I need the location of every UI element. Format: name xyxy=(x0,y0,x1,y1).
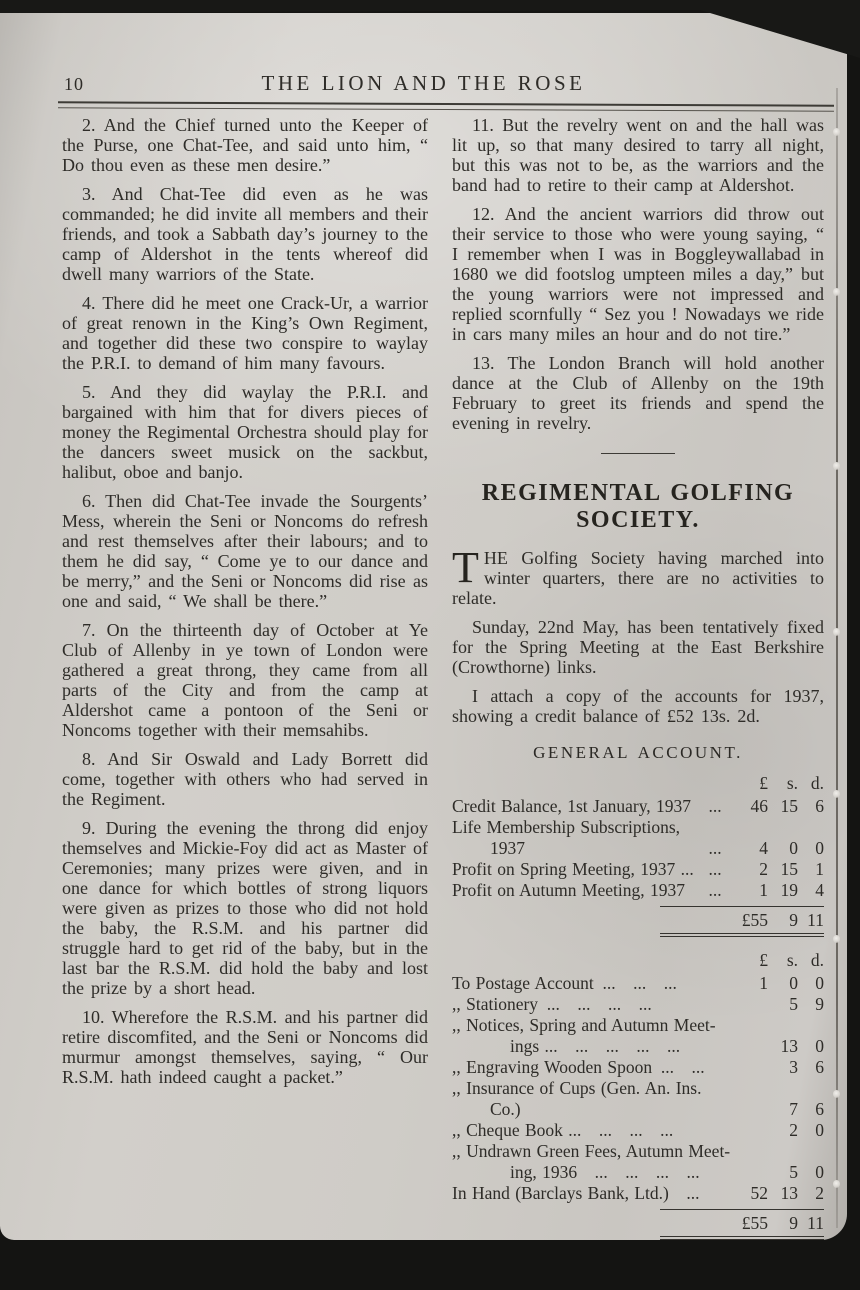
row-label-line2: ing, 1936 ... ... ... ... xyxy=(510,1162,700,1182)
receipts-column-headers xyxy=(452,773,824,794)
table-row xyxy=(452,1183,824,1204)
pence-value: 6 xyxy=(815,796,824,816)
receipts-total-row xyxy=(452,906,824,937)
paragraph-7: 7. On the thirteenth day of October at Ye Club of Allenby in ye town of London were gathered a great throng, they came from all parts of the City and from the camp at Aldershot came a pontoon of the Seni or Noncoms together with their memsahibs. xyxy=(62,620,428,740)
paragraph-4: 4. There did he meet one Crack-Ur, a warrior of great renown in the King’s Own Regiment, and together did these two conspire to waylay the P.R.I. to demand of him many favours. xyxy=(62,293,428,373)
paragraph-11: 11. But the revelry went on and the hall was lit up, so that many desired to tarry all night, but this was not to be, as the warriors and the band had to retire to their camp at Aldershot. xyxy=(452,115,824,195)
pence-value: 0 xyxy=(815,1036,824,1056)
payments-total-row xyxy=(452,1209,824,1240)
account-heading: GENERAL ACCOUNT. xyxy=(533,743,743,762)
payments-column-headers xyxy=(452,950,824,971)
binding-stitch xyxy=(833,462,840,470)
pounds-value: 1 xyxy=(759,880,768,900)
row-label: Profit on Spring Meeting, 1937 ... xyxy=(452,859,694,879)
row-label-line1: ,, Stationery ... ... ... ... xyxy=(452,994,652,1014)
row-label-line1: ,, Cheque Book ... ... ... ... xyxy=(452,1120,674,1140)
shillings-value: 0 xyxy=(789,838,798,858)
pence-column-header: d. xyxy=(810,773,824,793)
pence-value: 6 xyxy=(815,1099,824,1119)
binding-stitch xyxy=(833,1090,840,1098)
society-paragraph-3: I attach a copy of the accounts for 1937, showing a credit balance of £52 13s. 2d. xyxy=(452,686,824,726)
leader-dots: ... xyxy=(708,796,722,816)
row-label-line1: ,, Notices, Spring and Autumn Meet- xyxy=(452,1015,716,1035)
shillings-value: 2 xyxy=(789,1120,798,1140)
shillings-value: 15 xyxy=(780,796,798,816)
left-column xyxy=(62,115,428,1240)
shillings-column-header: s. xyxy=(786,950,798,970)
table-row xyxy=(452,1120,824,1141)
table-row xyxy=(452,1015,824,1057)
pence-value: 1 xyxy=(815,859,824,879)
section-divider xyxy=(601,453,675,454)
text-columns xyxy=(62,115,824,1240)
paragraph-3: 3. And Chat-Tee did even as he was commanded; he did invite all members and their friends, and took a Sabbath day’s journey to the camp of Aldershot in the tents whereof did dwell many warriors of the State. xyxy=(62,184,428,284)
row-label-line2: ings ... ... ... ... ... xyxy=(510,1036,681,1056)
row-label-line1: ,, Insurance of Cups (Gen. An. Ins. Co.) xyxy=(452,1078,702,1119)
pounds-value: 4 xyxy=(759,838,768,858)
table-row xyxy=(452,1057,824,1078)
pence-column-header: d. xyxy=(810,950,824,970)
shillings-column-header: s. xyxy=(786,773,798,793)
row-label xyxy=(452,1057,732,1078)
binding-stitch xyxy=(833,128,840,136)
receipts-table xyxy=(452,773,824,937)
pounds-value: 52 xyxy=(750,1183,768,1203)
shillings-value: 7 xyxy=(789,1099,798,1119)
table-row xyxy=(452,973,824,994)
paragraph-6: 6. Then did Chat-Tee invade the Sourgents’ Mess, wherein the Seni or Noncoms do refresh and rest themselves after their labours; and to them he did say, “ Come ye to our dance and be merry,” and the Seni or Noncoms did rise as one and said, “ We shall be there.” xyxy=(62,491,428,611)
pence-value: 4 xyxy=(815,880,824,900)
table-row xyxy=(452,994,824,1015)
pounds-value: 1 xyxy=(759,973,768,993)
page-title: THE LION AND THE ROSE xyxy=(261,71,586,95)
pence-value: 0 xyxy=(815,973,824,993)
shillings-value: 0 xyxy=(789,973,798,993)
row-label xyxy=(452,1183,732,1204)
row-label xyxy=(452,1141,732,1183)
shillings-value: 5 xyxy=(789,1162,798,1182)
paragraph-12: 12. And the ancient warriors did throw out their service to those who were young saying, “ I remember when I was in Boggleywallabad in 1680 we did footslog umpteen miles a day,” but the young warriors were not impressed and replied scornfully “ Sez you ! Nowadays we ride in cars many miles an hour and do not tire.” xyxy=(452,204,824,344)
table-row xyxy=(452,880,824,901)
total-shillings: 9 xyxy=(789,1213,798,1233)
magazine-page xyxy=(0,13,847,1240)
drop-cap: T xyxy=(452,543,479,592)
shillings-value: 5 xyxy=(789,994,798,1014)
right-column xyxy=(452,115,824,1240)
row-label xyxy=(452,1015,732,1057)
pound-column-header: £ xyxy=(759,950,768,970)
total-pence: 11 xyxy=(807,910,824,930)
pence-value: 9 xyxy=(815,994,824,1014)
leader-dots: ... xyxy=(708,838,722,858)
row-label xyxy=(452,1120,732,1141)
table-row xyxy=(452,859,824,880)
total-pence: 11 xyxy=(807,1213,824,1233)
row-label xyxy=(452,1078,732,1120)
paragraph-5: 5. And they did waylay the P.R.I. and bargained with him that for divers pieces of money the Regimental Orchestra should play for the dancers sweet musick on the sackbut, halibut, oboe and banjo. xyxy=(62,382,428,482)
row-label-line1: ,, Undrawn Green Fees, Autumn Meet- xyxy=(452,1141,731,1161)
paragraph-13: 13. The London Branch will hold another dance at the Club of Allenby on the 19th February to greet its friends and spend the evening in revelry. xyxy=(452,353,824,433)
pence-value: 6 xyxy=(815,1057,824,1077)
shillings-value: 15 xyxy=(780,859,798,879)
paragraph-10: 10. Wherefore the R.S.M. and his partner did retire discomfited, and the Seni or Noncoms did murmur amongst themselves, saying, “ Our R.S.M. hath indeed caught a packet.” xyxy=(62,1007,428,1087)
pence-value: 0 xyxy=(815,1162,824,1182)
shillings-value: 3 xyxy=(789,1057,798,1077)
row-label xyxy=(452,994,732,1015)
paragraph-2: 2. And the Chief turned unto the Keeper of the Purse, one Chat-Tee, and said unto him, “ Do thou even as these men desire.” xyxy=(62,115,428,175)
pence-value: 0 xyxy=(815,1120,824,1140)
total-pounds: £55 xyxy=(741,910,768,930)
page-fold-line xyxy=(836,88,838,1228)
binding-stitch xyxy=(833,288,840,296)
leader-dots: ... xyxy=(708,859,722,879)
pound-column-header: £ xyxy=(759,773,768,793)
pounds-value: 2 xyxy=(759,859,768,879)
table-row xyxy=(452,1078,824,1120)
row-label xyxy=(452,973,732,994)
row-label-line1: To Postage Account ... ... ... xyxy=(452,973,677,993)
pounds-value: 46 xyxy=(750,796,768,816)
row-label: Profit on Autumn Meeting, 1937 xyxy=(452,880,685,900)
payments-table xyxy=(452,950,824,1240)
pence-value: 0 xyxy=(815,838,824,858)
table-row xyxy=(452,796,824,817)
page-number: 10 xyxy=(64,74,84,94)
total-shillings: 9 xyxy=(789,910,798,930)
shillings-value: 19 xyxy=(780,880,798,900)
table-row xyxy=(452,1141,824,1183)
shillings-value: 13 xyxy=(780,1183,798,1203)
header-rule xyxy=(58,101,834,111)
binding-stitch xyxy=(833,1180,840,1188)
paragraph-8: 8. And Sir Oswald and Lady Borrett did come, together with others who had served in the Regiment. xyxy=(62,749,428,809)
row-label-line1: ,, Engraving Wooden Spoon ... ... xyxy=(452,1057,705,1077)
binding-stitch xyxy=(833,628,840,636)
section-heading: REGIMENTAL GOLFING SOCIETY. xyxy=(481,480,795,533)
table-row xyxy=(452,817,824,859)
total-pounds: £55 xyxy=(741,1213,768,1233)
shillings-value: 13 xyxy=(780,1036,798,1056)
binding-stitch xyxy=(833,935,840,943)
leader-dots: ... xyxy=(708,880,722,900)
pence-value: 2 xyxy=(815,1183,824,1203)
binding-stitch xyxy=(833,790,840,798)
paragraph-9: 9. During the evening the throng did enjoy themselves and Mickie-Foy did act as Master of Ceremonies; many prizes were given, and in one dance for which bottles of strong liquors were given as prizes to those who did not hold the baby, the R.S.M. and his partner did struggle hard to get rid of the baby, but in the last bar the R.S.M. did hold the baby and lost the prize by a short head. xyxy=(62,818,428,998)
row-label: Life Membership Subscriptions, 1937 xyxy=(452,817,681,858)
society-opening-text: HE Golfing Society having marched into winter quarters, there are no activities to relate. xyxy=(452,548,824,608)
row-label-line1: In Hand (Barclays Bank, Ltd.) ... xyxy=(452,1183,700,1203)
row-label: Credit Balance, 1st January, 1937 xyxy=(452,796,692,816)
society-opening-paragraph xyxy=(452,543,824,608)
society-paragraph-2: Sunday, 22nd May, has been tentatively fixed for the Spring Meeting at the East Berkshire (Crowthorne) links. xyxy=(452,617,824,677)
